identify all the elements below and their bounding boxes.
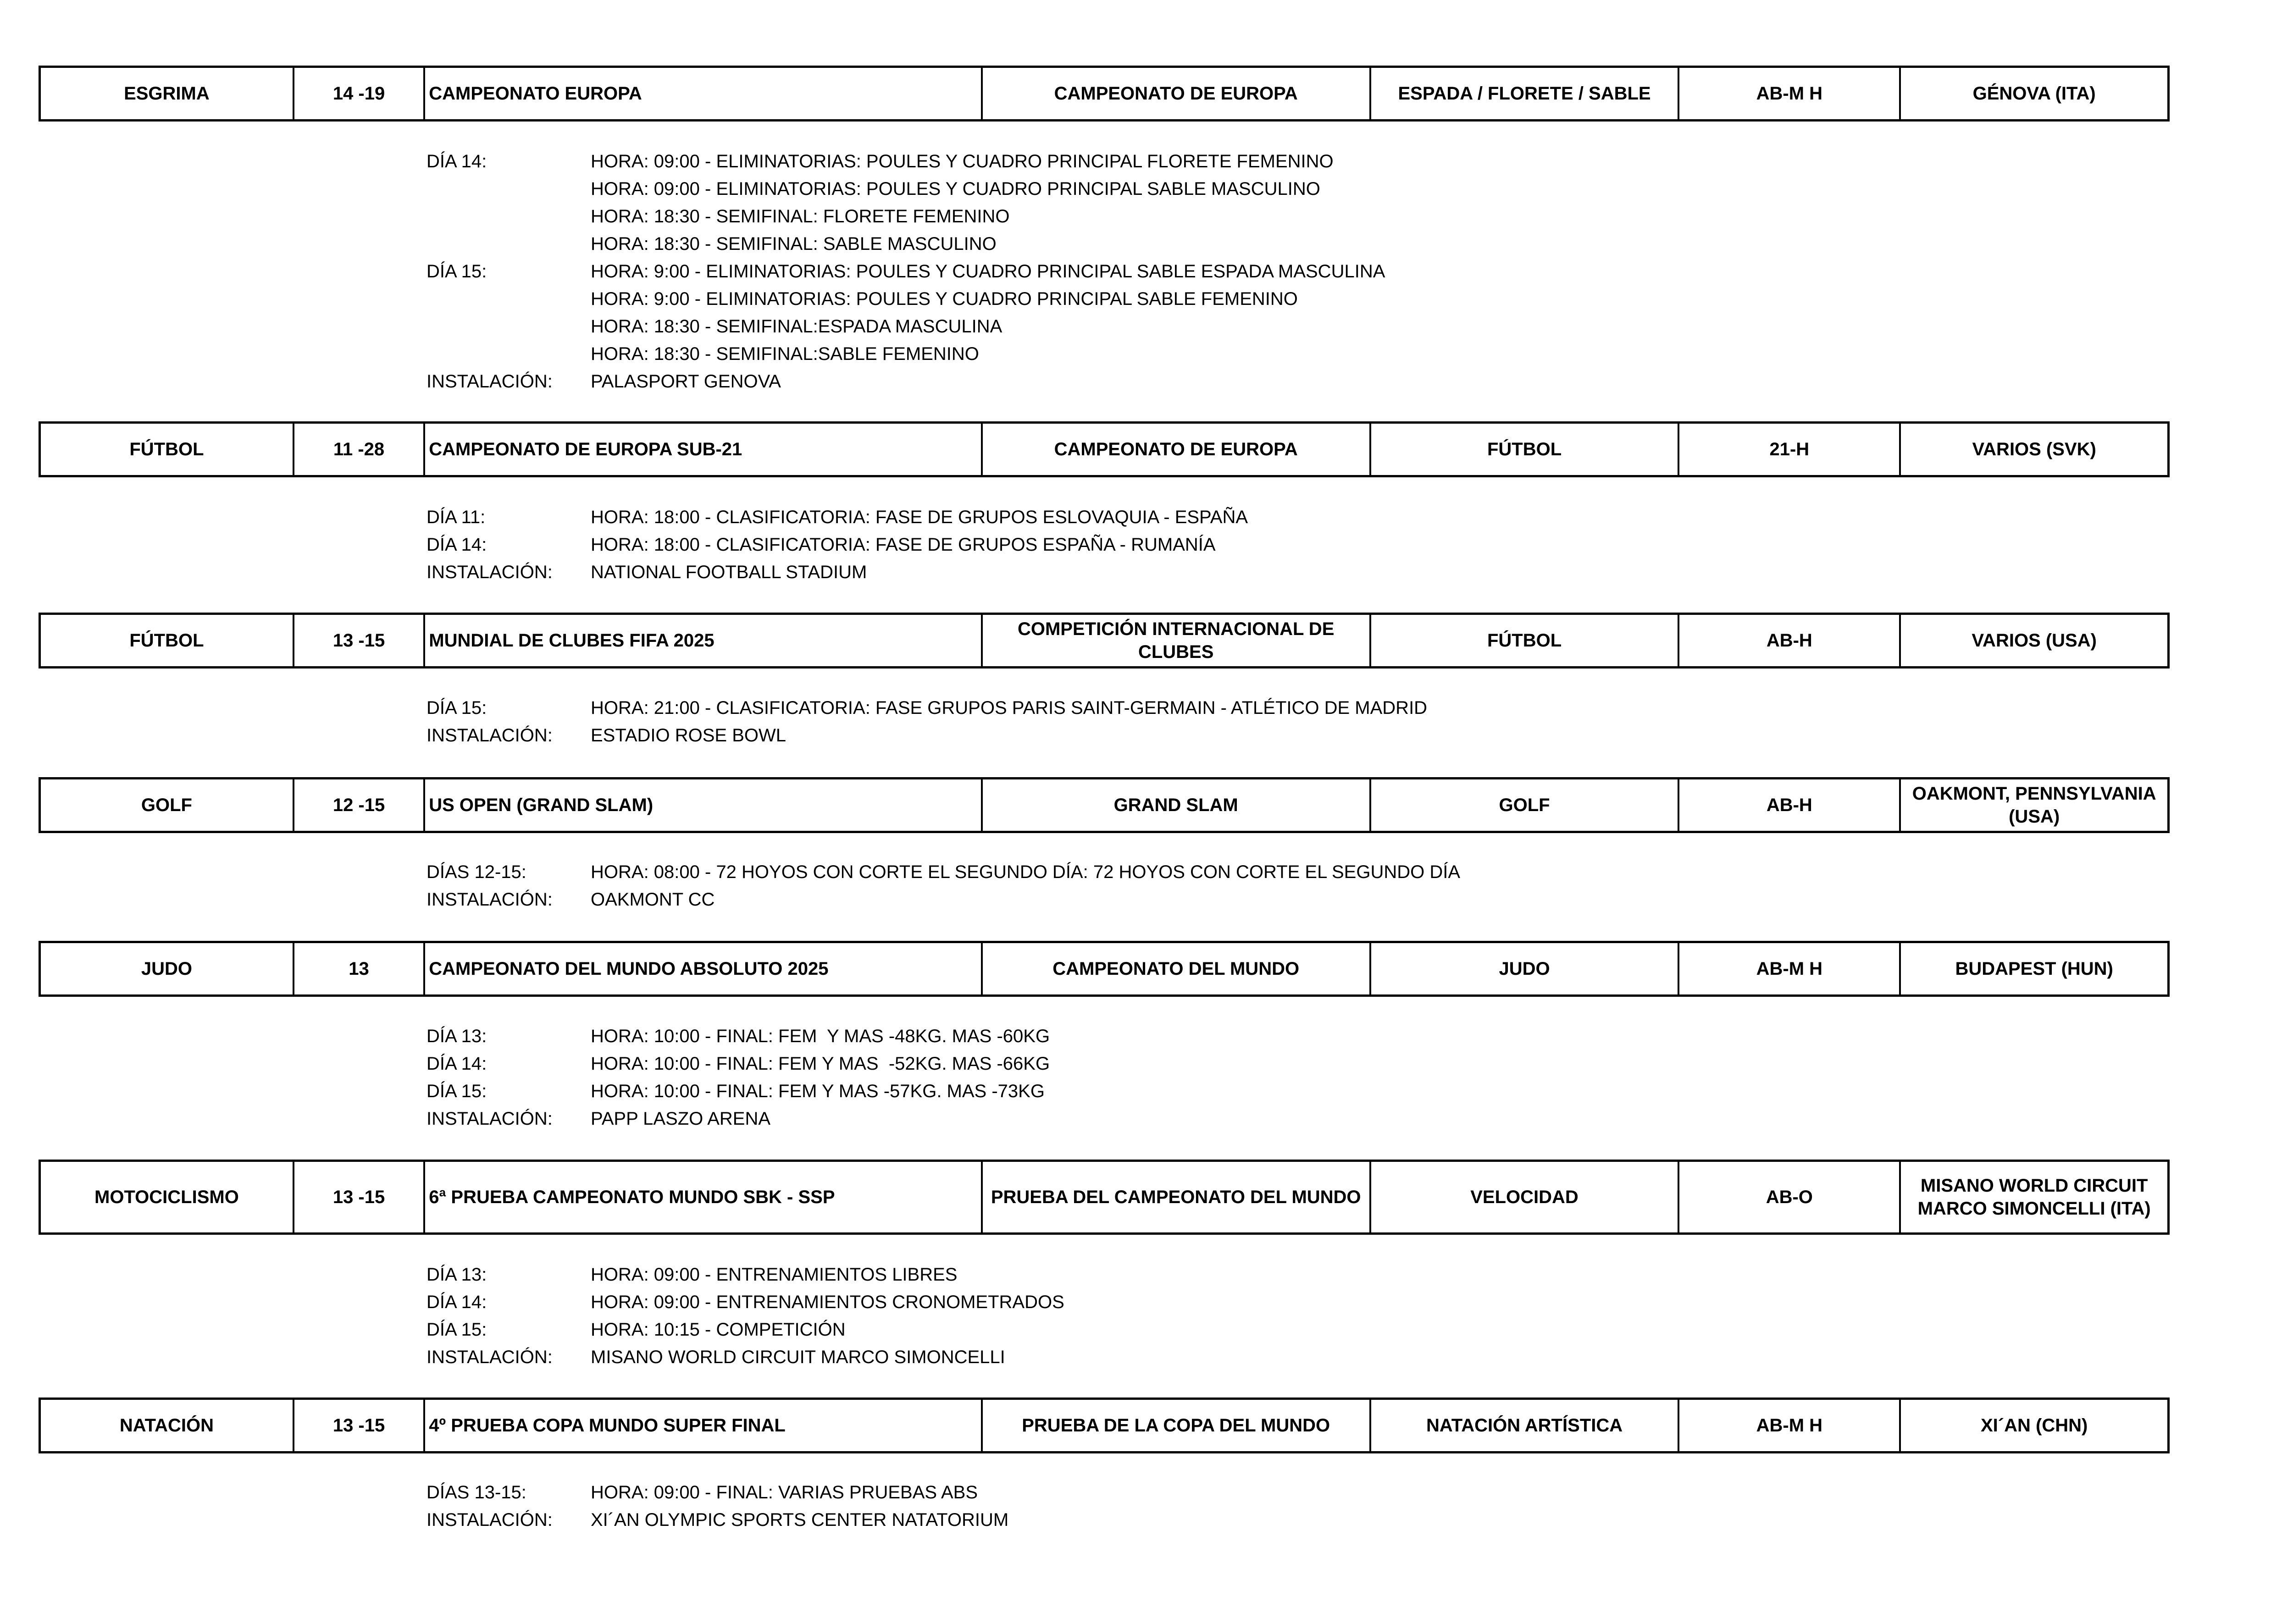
detail-line [426, 175, 1385, 203]
dates-cell: 11 -28 [294, 424, 425, 475]
detail-text: HORA: 9:00 - ELIMINATORIAS: POULES Y CUADRO PRINCIPAL SABLE FEMENINO [591, 289, 1298, 309]
detail-label: DÍA 14: [426, 151, 487, 171]
detail-label: DÍA 14: [426, 1292, 487, 1312]
detail-line [426, 1343, 1064, 1371]
detail-text: HORA: 09:00 - ELIMINATORIAS: POULES Y CUADRO PRINCIPAL FLORETE FEMENINO [591, 151, 1334, 171]
category-cell: AB-H [1679, 779, 1901, 831]
detail-label [426, 175, 591, 203]
detail-label: INSTALACIÓN: [426, 562, 553, 582]
event-row [39, 613, 2170, 668]
dates-cell: 13 -15 [294, 1400, 425, 1451]
detail-text: ESTADIO ROSE BOWL [591, 725, 786, 746]
detail-text: HORA: 09:00 - ENTRENAMIENTOS LIBRES [591, 1265, 958, 1285]
event-name-cell: CAMPEONATO EUROPA [425, 68, 982, 119]
detail-label: INSTALACIÓN: [426, 889, 553, 910]
detail-label [426, 340, 591, 368]
detail-line [426, 203, 1385, 230]
event-details [426, 503, 1248, 586]
detail-label: DÍA 14: [426, 1054, 487, 1074]
competition-type-cell: COMPETICIÓN INTERNACIONAL DE CLUBES [983, 615, 1371, 666]
event-details [426, 694, 1427, 749]
location-cell: MISANO WORLD CIRCUIT MARCO SIMONCELLI (ITA) [1917, 1176, 2151, 1219]
sport-cell: NATACIÓN [41, 1400, 294, 1451]
event-name-cell: 6ª PRUEBA CAMPEONATO MUNDO SBK - SSP [425, 1162, 982, 1232]
sport-cell: ESGRIMA [41, 68, 294, 119]
event-name-cell: US OPEN (GRAND SLAM) [425, 779, 982, 831]
detail-text: HORA: 18:30 - SEMIFINAL:SABLE FEMENINO [591, 344, 979, 364]
event-name-cell: MUNDIAL DE CLUBES FIFA 2025 [425, 615, 982, 666]
detail-label: INSTALACIÓN: [426, 1347, 553, 1367]
dates-cell: 14 -19 [294, 68, 425, 119]
detail-line [426, 313, 1385, 340]
detail-line [426, 1077, 1050, 1105]
location-cell: BUDAPEST (HUN) [1955, 959, 2113, 979]
detail-line [426, 1316, 1064, 1343]
event-name-cell: CAMPEONATO DE EUROPA SUB-21 [425, 424, 982, 475]
competition-type-cell: CAMPEONATO DE EUROPA [983, 424, 1371, 475]
detail-label: INSTALACIÓN: [426, 725, 553, 746]
detail-line [426, 531, 1248, 558]
event-name-cell: 4º PRUEBA COPA MUNDO SUPER FINAL [425, 1400, 982, 1451]
detail-text: XI´AN OLYMPIC SPORTS CENTER NATATORIUM [591, 1510, 1009, 1530]
detail-label: INSTALACIÓN: [426, 1109, 553, 1129]
detail-label: INSTALACIÓN: [426, 371, 553, 392]
discipline-cell: FÚTBOL [1371, 615, 1680, 666]
detail-label [426, 230, 591, 258]
event-row [39, 1160, 2170, 1235]
event-details [426, 1261, 1064, 1371]
category-cell: AB-H [1679, 615, 1901, 666]
detail-text: OAKMONT CC [591, 889, 715, 910]
detail-text: HORA: 18:00 - CLASIFICATORIA: FASE DE GRUPOS ESLOVAQUIA - ESPAÑA [591, 507, 1248, 527]
detail-label: DÍA 13: [426, 1026, 487, 1046]
category-cell: AB-M H [1679, 943, 1901, 994]
detail-line [426, 886, 1460, 913]
detail-text: HORA: 08:00 - 72 HOYOS CON CORTE EL SEGUNDO DÍA: 72 HOYOS CON CORTE EL SEGUNDO DÍA [591, 862, 1461, 882]
detail-label [426, 313, 591, 340]
dates-cell: 12 -15 [294, 779, 425, 831]
location-cell: GÉNOVA (ITA) [1972, 83, 2096, 104]
location-cell: VARIOS (SVK) [1972, 439, 2096, 459]
detail-line [426, 858, 1460, 886]
detail-label: DÍA 15: [426, 698, 487, 718]
category-cell: 21-H [1679, 424, 1901, 475]
detail-text: HORA: 18:30 - SEMIFINAL: FLORETE FEMENINO [591, 206, 1010, 226]
detail-line [426, 285, 1385, 313]
detail-line [426, 1022, 1050, 1050]
sport-cell: JUDO [41, 943, 294, 994]
location-cell: VARIOS (USA) [1972, 630, 2097, 651]
detail-text: HORA: 09:00 - ELIMINATORIAS: POULES Y CUADRO PRINCIPAL SABLE MASCULINO [591, 179, 1320, 199]
category-cell: AB-M H [1679, 68, 1901, 119]
detail-text: HORA: 10:15 - COMPETICIÓN [591, 1320, 846, 1340]
competition-type-cell: CAMPEONATO DEL MUNDO [983, 943, 1371, 994]
event-row [39, 66, 2170, 122]
detail-label: DÍAS 13-15: [426, 1482, 526, 1502]
sport-cell: FÚTBOL [41, 615, 294, 666]
dates-cell: 13 -15 [294, 615, 425, 666]
detail-label: DÍA 14: [426, 535, 487, 555]
sport-cell: FÚTBOL [41, 424, 294, 475]
sport-cell: MOTOCICLISMO [41, 1162, 294, 1232]
detail-label: DÍA 15: [426, 1081, 487, 1101]
location-cell: OAKMONT, PENNSYLVANIA (USA) [1912, 784, 2156, 827]
detail-text: HORA: 09:00 - FINAL: VARIAS PRUEBAS ABS [591, 1482, 978, 1502]
event-row [39, 941, 2170, 997]
detail-label: DÍA 13: [426, 1265, 487, 1285]
competition-type-cell: GRAND SLAM [983, 779, 1371, 831]
detail-line [426, 722, 1427, 749]
competition-type-cell: CAMPEONATO DE EUROPA [983, 68, 1371, 119]
event-details [426, 148, 1385, 395]
detail-text: NATIONAL FOOTBALL STADIUM [591, 562, 867, 582]
detail-text: HORA: 21:00 - CLASIFICATORIA: FASE GRUPOS PARIS SAINT-GERMAIN - ATLÉTICO DE MADRID [591, 698, 1428, 718]
detail-line [426, 558, 1248, 586]
detail-label: DÍA 15: [426, 261, 487, 282]
discipline-cell: NATACIÓN ARTÍSTICA [1371, 1400, 1680, 1451]
detail-label [426, 203, 591, 230]
detail-line [426, 258, 1385, 285]
detail-line [426, 368, 1385, 395]
detail-line [426, 694, 1427, 722]
detail-label: DÍA 11: [426, 507, 486, 527]
detail-label: DÍAS 12-15: [426, 862, 526, 882]
dates-cell: 13 -15 [294, 1162, 425, 1232]
detail-text: PAPP LASZO ARENA [591, 1109, 771, 1129]
competition-type-cell: PRUEBA DE LA COPA DEL MUNDO [983, 1400, 1371, 1451]
discipline-cell: VELOCIDAD [1371, 1162, 1680, 1232]
detail-label [426, 285, 591, 313]
event-details [426, 1022, 1050, 1132]
discipline-cell: FÚTBOL [1371, 424, 1680, 475]
event-row [39, 1398, 2170, 1453]
detail-line [426, 148, 1385, 175]
detail-text: HORA: 10:00 - FINAL: FEM Y MAS -48KG. MAS -60KG [591, 1026, 1050, 1046]
event-row [39, 421, 2170, 477]
detail-text: HORA: 10:00 - FINAL: FEM Y MAS -57KG. MAS -73KG [591, 1081, 1045, 1101]
category-cell: AB-M H [1679, 1400, 1901, 1451]
detail-label: INSTALACIÓN: [426, 1510, 553, 1530]
event-row [39, 777, 2170, 833]
competition-type-cell: PRUEBA DEL CAMPEONATO DEL MUNDO [983, 1162, 1371, 1232]
detail-label: DÍA 15: [426, 1320, 487, 1340]
detail-line [426, 1288, 1064, 1316]
event-details [426, 1479, 1008, 1534]
event-name-cell: CAMPEONATO DEL MUNDO ABSOLUTO 2025 [425, 943, 982, 994]
dates-cell: 13 [294, 943, 425, 994]
detail-text: HORA: 09:00 - ENTRENAMIENTOS CRONOMETRADOS [591, 1292, 1064, 1312]
discipline-cell: JUDO [1371, 943, 1680, 994]
event-details [426, 858, 1460, 913]
detail-text: PALASPORT GENOVA [591, 371, 781, 392]
sport-cell: GOLF [41, 779, 294, 831]
discipline-cell: GOLF [1371, 779, 1680, 831]
detail-line [426, 503, 1248, 531]
detail-text: HORA: 18:30 - SEMIFINAL: SABLE MASCULINO [591, 234, 997, 254]
detail-line [426, 1479, 1008, 1506]
detail-text: MISANO WORLD CIRCUIT MARCO SIMONCELLI [591, 1347, 1005, 1367]
detail-text: HORA: 9:00 - ELIMINATORIAS: POULES Y CUADRO PRINCIPAL SABLE ESPADA MASCULINA [591, 261, 1385, 282]
discipline-cell: ESPADA / FLORETE / SABLE [1371, 68, 1680, 119]
detail-line [426, 1105, 1050, 1132]
detail-text: HORA: 18:30 - SEMIFINAL:ESPADA MASCULINA [591, 316, 1002, 337]
detail-line [426, 1506, 1008, 1534]
detail-line [426, 340, 1385, 368]
location-cell: XI´AN (CHN) [1981, 1415, 2088, 1436]
detail-text: HORA: 18:00 - CLASIFICATORIA: FASE DE GRUPOS ESPAÑA - RUMANÍA [591, 535, 1216, 555]
detail-text: HORA: 10:00 - FINAL: FEM Y MAS -52KG. MAS -66KG [591, 1054, 1050, 1074]
detail-line [426, 230, 1385, 258]
category-cell: AB-O [1679, 1162, 1901, 1232]
detail-line [426, 1261, 1064, 1288]
detail-line [426, 1050, 1050, 1077]
